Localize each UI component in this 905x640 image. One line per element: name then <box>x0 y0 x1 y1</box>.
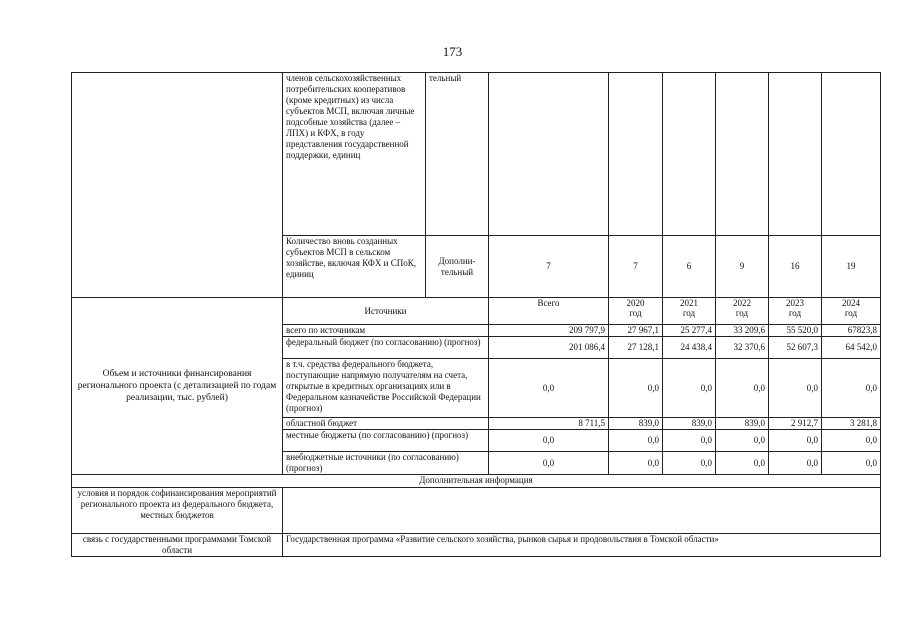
source-total: 0,0 <box>489 359 609 418</box>
indicator-type: тельный <box>426 73 489 236</box>
additional-info-value <box>283 488 881 534</box>
indicator-value: 7 <box>609 236 663 298</box>
year-header: 2024 год <box>822 298 881 325</box>
source-name: всего по источникам <box>283 325 489 337</box>
additional-info-value: Государственная программа «Развитие сельского хозяйства, рынков сырья и продовольствия в Томской области» <box>283 534 881 557</box>
source-year-value: 67823,8 <box>822 325 881 337</box>
source-year-value: 0,0 <box>769 452 822 475</box>
source-year-value: 0,0 <box>716 359 769 418</box>
source-year-value: 0,0 <box>663 359 716 418</box>
indicator-value <box>716 73 769 236</box>
indicator-value <box>769 73 822 236</box>
source-year-value: 3 281,8 <box>822 418 881 430</box>
source-year-value: 0,0 <box>716 430 769 452</box>
source-year-value: 33 209,6 <box>716 325 769 337</box>
source-year-value: 27 128,1 <box>609 337 663 359</box>
source-total: 0,0 <box>489 430 609 452</box>
indicator-value <box>822 73 881 236</box>
finance-header-row <box>72 298 881 325</box>
year-header: 2022 год <box>716 298 769 325</box>
finance-label: Объем и источники финансирования регионального проекта (с детализацией по годам реализации, тыс. рублей) <box>72 298 283 475</box>
source-total: 8 711,5 <box>489 418 609 430</box>
source-year-value: 0,0 <box>609 452 663 475</box>
indicator-type: Дополни-тельный <box>426 236 489 298</box>
additional-info-row <box>72 488 881 534</box>
source-year-value: 0,0 <box>609 359 663 418</box>
additional-info-row <box>72 534 881 557</box>
source-year-value: 52 607,3 <box>769 337 822 359</box>
source-year-value: 27 967,1 <box>609 325 663 337</box>
source-total: 209 797,9 <box>489 325 609 337</box>
indicator-text: членов сельскохозяйственных потребительских кооперативов (кроме кредитных) из числа субъектов МСП, включая личные подсобные хозяйства (далее – ЛПХ) и КФХ, в году представления государственной поддержки, единиц <box>283 73 426 236</box>
indicator-value: 6 <box>663 236 716 298</box>
indicator-value: 7 <box>489 236 609 298</box>
source-year-value: 32 370,6 <box>716 337 769 359</box>
regional-project-table <box>71 72 881 557</box>
source-year-value: 0,0 <box>663 452 716 475</box>
empty-left-cell <box>72 236 283 298</box>
indicator-value: 16 <box>769 236 822 298</box>
indicator-value <box>489 73 609 236</box>
indicator-value <box>663 73 716 236</box>
indicator-value <box>609 73 663 236</box>
source-year-value: 839,0 <box>716 418 769 430</box>
source-year-value: 0,0 <box>663 430 716 452</box>
source-total: 201 086,4 <box>489 337 609 359</box>
source-year-value: 0,0 <box>716 452 769 475</box>
indicator-row <box>72 236 881 298</box>
source-year-value: 839,0 <box>663 418 716 430</box>
source-name: местные бюджеты (по согласованию) (прогноз) <box>283 430 489 452</box>
indicator-value: 9 <box>716 236 769 298</box>
source-name: внебюджетные источники (по согласованию) (прогноз) <box>283 452 489 475</box>
indicator-value: 19 <box>822 236 881 298</box>
source-year-value: 25 277,4 <box>663 325 716 337</box>
source-name: в т.ч. средства федерального бюджета, поступающие напрямую получателям на счета, открытые в кредитных организациях или в Федеральном казначействе Российской Федерации (прогноз) <box>283 359 489 418</box>
empty-left-cell <box>72 73 283 236</box>
source-year-value: 55 520,0 <box>769 325 822 337</box>
page-number: 173 <box>442 44 463 59</box>
source-year-value: 0,0 <box>609 430 663 452</box>
year-header: 2020 год <box>609 298 663 325</box>
additional-info-title-row <box>72 475 881 488</box>
source-name: областной бюджет <box>283 418 489 430</box>
source-name: федеральный бюджет (по согласованию) (прогноз) <box>283 337 489 359</box>
source-year-value: 0,0 <box>769 359 822 418</box>
source-year-value: 0,0 <box>769 430 822 452</box>
source-year-value: 0,0 <box>822 430 881 452</box>
additional-info-label: связь с государственными программами Томской области <box>72 534 283 557</box>
year-header: 2023 год <box>769 298 822 325</box>
indicator-row <box>72 73 881 236</box>
source-year-value: 0,0 <box>822 452 881 475</box>
indicator-text: Количество вновь созданных субъектов МСП в сельском хозяйстве, включая КФХ и СПоК, единиц <box>283 236 426 298</box>
sources-header: Источники <box>283 298 489 325</box>
source-year-value: 839,0 <box>609 418 663 430</box>
source-total: 0,0 <box>489 452 609 475</box>
source-year-value: 64 542,0 <box>822 337 881 359</box>
year-header: 2021 год <box>663 298 716 325</box>
additional-info-title: Дополнительная информация <box>72 475 881 488</box>
source-year-value: 2 912,7 <box>769 418 822 430</box>
source-year-value: 0,0 <box>822 359 881 418</box>
total-header: Всего <box>489 298 609 325</box>
source-year-value: 24 438,4 <box>663 337 716 359</box>
additional-info-label: условия и порядок софинансирования мероприятий регионального проекта из федерального бюджета, местных бюджетов <box>72 488 283 534</box>
